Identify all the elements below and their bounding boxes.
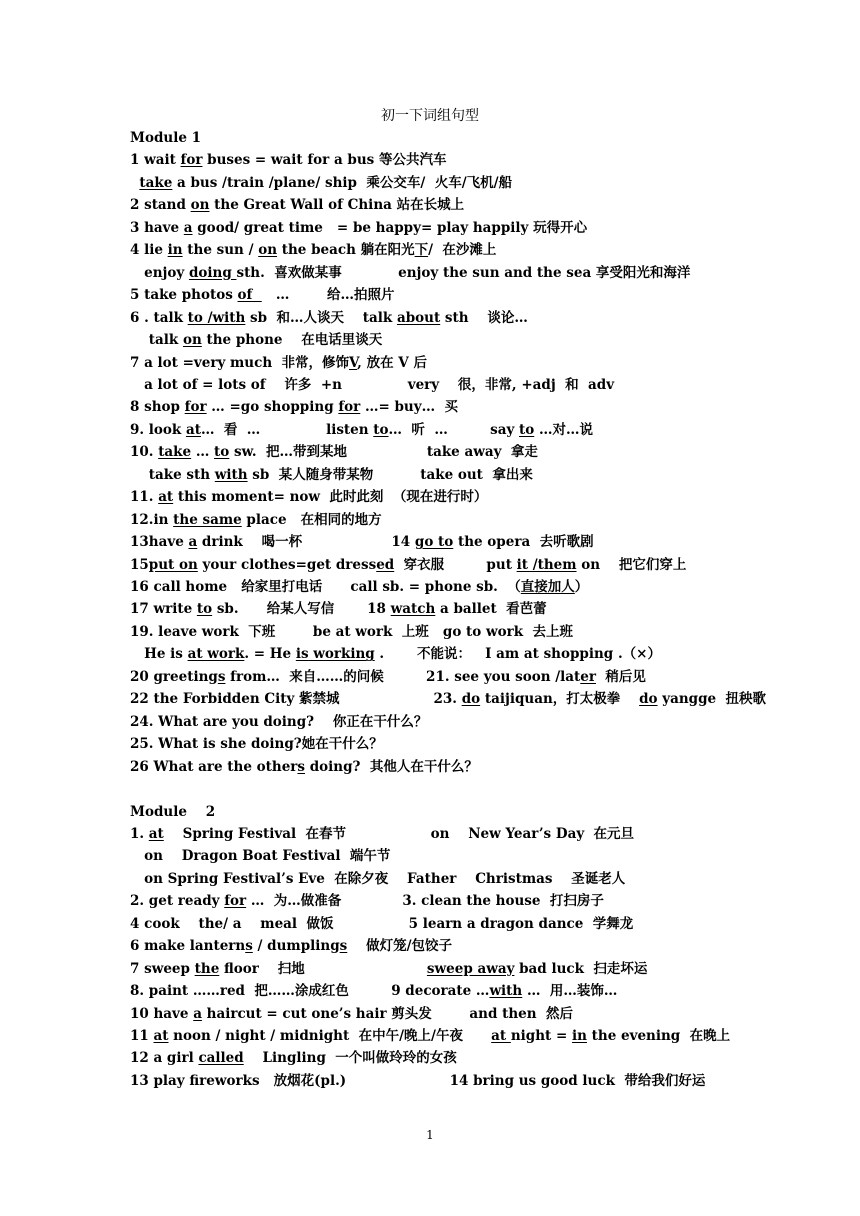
text-line (130, 150, 446, 170)
text-line (130, 465, 533, 485)
underlined-text: s (217, 668, 226, 685)
text-line (130, 128, 201, 148)
line-text: … 听 … say (388, 421, 520, 438)
line-text: 16 call home 给家里打电话 call sb. = phone sb. （ (130, 579, 521, 595)
line-text: place 在相同的地方 (241, 511, 382, 528)
text-line (130, 263, 690, 283)
line-text: 做灯笼/包饺子 (347, 938, 452, 955)
line-text: take sth (130, 466, 215, 483)
underlined-text: at (185, 421, 201, 438)
underlined-text: s (339, 938, 348, 955)
underlined-text: to /with (187, 309, 246, 326)
line-text: 25. What is she doing?她在干什么？ (130, 736, 383, 753)
line-text: / 在沙滩上 (428, 242, 497, 259)
line-text: floor 扫地 (219, 960, 427, 977)
line-text: a lot of = lots of 许多 +n very 很，非常, +adj 和 adv (130, 376, 615, 393)
line-text: 17 write (130, 601, 197, 618)
text-line (130, 712, 427, 732)
line-text: buses = wait for a bus 等公共汽车 (202, 152, 447, 169)
underlined-text: take (139, 174, 173, 191)
line-text: sw. 把…带到某地 take away 拿走 (229, 444, 538, 461)
line-text: 7 a lot =very much 非常，修饰 (130, 354, 350, 371)
underlined-text: in (167, 242, 183, 259)
text-line (130, 959, 647, 979)
underlined-text: ed (376, 556, 395, 573)
line-text: 8. paint ……red 把……涂成红色 9 decorate … (130, 983, 490, 1000)
line-text: 3 have (130, 219, 184, 236)
line-text: sb 某人随身带某物 take out 拿出来 (247, 466, 533, 483)
underlined-text: in (572, 1028, 587, 1044)
line-text: the sun / (182, 242, 259, 259)
line-text: 13 play fireworks 放烟花(pl.) 14 bring us good luck 带给我们好运 (130, 1072, 706, 1089)
line-text: sb 和…人谈天 talk (245, 309, 397, 326)
line-text: sth 谈论… (440, 309, 528, 326)
text-line (130, 397, 458, 417)
line-text: 15 (130, 556, 149, 573)
line-text: a ballet 看芭蕾 (435, 601, 547, 618)
underlined-text: er (580, 668, 596, 685)
line-text: Spring Festival 在春节 on New Year’s Day 在元旦 (163, 825, 635, 842)
text-line (130, 510, 382, 530)
underlined-text: to (214, 444, 230, 461)
underlined-text: at (158, 489, 174, 506)
line-text: 1. (130, 825, 149, 842)
text-line (130, 914, 633, 934)
line-text: … 给…拍照片 (261, 287, 395, 304)
text-line (130, 487, 487, 507)
underlined-text: watch (390, 601, 436, 618)
line-text: , 放在 V 后 (357, 354, 427, 371)
line-text: 6 . talk (130, 309, 188, 326)
line-text: … =go shopping (206, 399, 339, 416)
text-line (130, 981, 617, 1001)
line-text: 4 cook the/ a meal 做饭 5 learn a dragon dance 学舞龙 (130, 915, 634, 932)
text-line (130, 285, 394, 305)
line-text: 5 take photos (130, 287, 238, 304)
text-line (130, 891, 604, 911)
line-text: 11. (130, 489, 159, 506)
line-text: 穿衣服 put (394, 556, 517, 573)
text-line (130, 869, 625, 889)
underlined-text: for (184, 399, 207, 416)
line-text: 10 have (130, 1005, 194, 1022)
text-line (130, 218, 587, 238)
line-text: from… 来自……的问候 21. see you soon /lat (225, 668, 581, 685)
line-text: 12.in (130, 511, 174, 528)
line-text: the beach 躺在阳光 (277, 242, 415, 259)
text-line (130, 442, 538, 462)
line-text: 1 wait (130, 152, 181, 169)
line-text: 11 (130, 1028, 154, 1044)
line-text: Lingling 一个叫做玲玲的女孩 (243, 1050, 457, 1067)
text-line (130, 420, 593, 440)
text-line (130, 802, 215, 822)
line-text: noon / night / midnight 在中午/晚上/午夜 (168, 1028, 492, 1044)
line-text: on 把它们穿上 (576, 556, 687, 573)
line-text: 2. get ready (130, 893, 225, 910)
underlined-text: at work (187, 646, 245, 663)
line-text: 9. look (130, 421, 186, 438)
text-line (130, 240, 496, 260)
line-text: the evening 在晚上 (586, 1028, 731, 1044)
text-line (130, 599, 547, 619)
document-title: 初一下词组句型 (381, 108, 479, 124)
line-text (130, 175, 139, 191)
line-text: … (191, 444, 215, 461)
line-text: … 为…做准备 3. clean the house 打扫房子 (246, 893, 604, 910)
line-text: 13have (130, 534, 189, 551)
underlined-text: take (158, 444, 192, 461)
line-text: taijiquan，打太极拳 (480, 691, 640, 708)
text-line (130, 330, 382, 350)
underlined-text: with (489, 983, 523, 1000)
underlined-text: at (148, 825, 164, 842)
underlined-text: doing (188, 264, 237, 281)
line-text: talk (130, 332, 183, 349)
line-text: bad luck 扫走坏运 (514, 960, 648, 977)
text-line (130, 824, 634, 844)
line-text: enjoy (130, 264, 189, 281)
line-text: 10. (130, 444, 159, 461)
line-text: …对…说 (534, 421, 593, 438)
line-text: 19. leave work 下班 be at work 上班 go to work 去上班 (130, 623, 573, 640)
line-text: the phone 在电话里谈天 (201, 332, 383, 349)
line-text: the opera 去听歌剧 (453, 534, 594, 551)
underlined-text: the (194, 960, 220, 977)
line-text: 24. What are you doing? 你正在干什么？ (130, 713, 428, 730)
underlined-text: called (198, 1050, 244, 1067)
underlined-text: sweep away (426, 960, 515, 977)
line-text: drink 喝一杯 14 (197, 534, 415, 551)
text-line (130, 1004, 573, 1024)
line-text: 12 a girl (130, 1050, 199, 1067)
text-line (130, 734, 383, 754)
line-text: 4 lie (130, 242, 168, 259)
line-text: this moment= now 此时此刻 （现在进行时） (173, 489, 488, 506)
line-text: 22 the Forbidden City 紫禁城 23. (130, 691, 462, 708)
line-text: … 用…装饰… (522, 983, 618, 1000)
underlined-text: a (193, 1005, 202, 1022)
underlined-text: is working (295, 646, 375, 663)
text-line (130, 375, 614, 395)
line-text: He is (130, 646, 188, 663)
underlined-text: on (258, 242, 278, 259)
line-text: …= buy… 买 (360, 399, 458, 416)
line-text: 7 sweep (130, 960, 195, 977)
underlined-text: on (190, 197, 210, 214)
line-text: 20 greeting (130, 668, 218, 685)
line-text: Module 2 (130, 803, 216, 820)
underlined-text: do (461, 691, 481, 708)
line-text: / dumpling (252, 938, 340, 955)
underlined-text: for (180, 152, 203, 169)
text-line (130, 1071, 705, 1091)
text-line (130, 577, 588, 597)
text-line (130, 173, 512, 193)
line-text: 8 shop (130, 399, 185, 416)
line-text: sth. 喜欢做某事 enjoy the sun and the sea 享受阳光和海洋 (236, 264, 691, 281)
underlined-text: put on (148, 556, 198, 573)
underlined-text: 下 (414, 242, 429, 259)
line-text: . 不能说： I am at shopping .（×） (374, 646, 661, 663)
line-text: your clothes=get dress (197, 556, 377, 573)
underlined-text: V (349, 354, 358, 371)
line-text: doing? 其他人在干什么？ (305, 758, 478, 775)
line-text: on Dragon Boat Festival 端午节 (130, 848, 391, 865)
text-line (130, 689, 766, 709)
text-line (130, 667, 646, 687)
text-line (130, 1026, 730, 1046)
underlined-text: to (373, 421, 389, 438)
text-line (130, 308, 528, 328)
underlined-text: with (214, 466, 248, 483)
text-line (130, 1048, 457, 1068)
line-text: a bus /train /plane/ ship 乘公交车/ 火车/飞机/船 (172, 174, 513, 191)
text-line (130, 195, 464, 215)
line-text: 稍后见 (595, 668, 646, 685)
text-line (130, 532, 594, 552)
line-text: … 看 … listen (200, 421, 374, 438)
line-text: ） (574, 579, 589, 595)
text-line (130, 936, 452, 956)
underlined-text: s (245, 938, 253, 955)
text-line (130, 757, 478, 777)
underlined-text: on (182, 332, 202, 349)
text-line (130, 622, 573, 642)
text-line (130, 846, 390, 866)
line-text: sb. 给某人写信 18 (212, 601, 391, 618)
underlined-text: the same (173, 511, 242, 528)
text-line (130, 644, 661, 664)
page-number: 1 (426, 1128, 434, 1142)
line-text: 2 stand (130, 197, 191, 214)
underlined-text: about (396, 309, 441, 326)
line-text: the Great Wall of China 站在长城上 (209, 197, 465, 214)
underlined-text: it /them (516, 556, 577, 573)
line-text: Module 1 (130, 130, 202, 146)
text-line (130, 353, 427, 373)
underlined-text: at (491, 1028, 511, 1044)
line-text: on Spring Festival’s Eve 在除夕夜 Father Christmas 圣诞老人 (130, 870, 626, 887)
line-text: night = (510, 1028, 573, 1044)
line-text: good/ great time = be happy= play happily 玩得开心 (192, 219, 588, 236)
underlined-text: at (153, 1028, 169, 1044)
line-text: yangge 扭秧歌 (657, 691, 767, 708)
underlined-text: do (639, 691, 658, 708)
underlined-text: for (338, 399, 361, 416)
line-text: haircut = cut one’s hair 剪头发 and then 然后 (201, 1005, 573, 1022)
underlined-text: s (297, 758, 306, 775)
underlined-text: of (237, 287, 262, 304)
underlined-text: for (224, 893, 247, 910)
line-text: . = He (244, 646, 296, 663)
underlined-text: go to (414, 534, 454, 551)
text-line (130, 555, 686, 575)
underlined-text: to (519, 421, 535, 438)
underlined-text: 直接加人 (520, 579, 575, 595)
underlined-text: a (188, 534, 198, 551)
underlined-text: a (183, 219, 193, 236)
line-text: 6 make lantern (130, 938, 246, 955)
underlined-text: to (196, 601, 213, 618)
line-text: 26 What are the other (130, 758, 298, 775)
